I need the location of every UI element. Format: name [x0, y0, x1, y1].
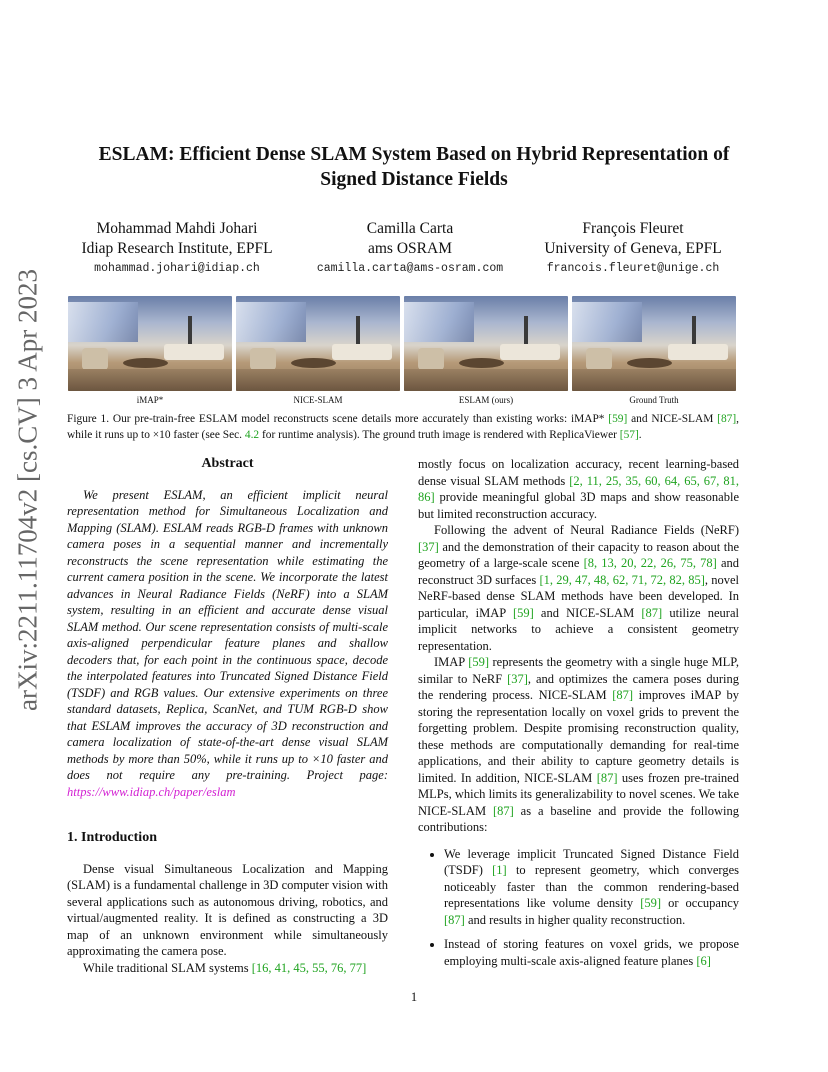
citation-link[interactable]: [87]	[492, 803, 514, 818]
citation-link[interactable]: [87]	[641, 605, 663, 620]
citation-link[interactable]: [6]	[696, 953, 711, 968]
citation-link[interactable]: [1]	[492, 863, 507, 877]
right-paragraph-2: Following the advent of Neural Radiance Fields (NeRF) [37] and the demonstration of their capacity to reason about the geometry of a large-scale scene [8, 13, 20, 22, 26, 75, 78] and reconstruct 3D surfaces [1, 29, 47, 48, 62, 71, 72, 82, 85], novel NeRF-based dense SLAM methods have been developed. In particular, iMAP [59] and NICE-SLAM [87] utilize neural implicit networks to achieve a consistent geometry representation.	[418, 523, 740, 653]
list-item: • We leverage implicit Truncated Signed Distance Field (TSDF) [1] to represent geometry, which converges noticeably faster than the common rendering-based representations like volume density [59] or occupancy [87] and results in higher quality reconstruction.	[444, 846, 739, 929]
citation-link[interactable]: [87]	[612, 688, 634, 702]
author-affiliation: University of Geneva, EPFL	[544, 240, 722, 257]
citation-link[interactable]: [57]	[619, 429, 639, 441]
citation-link[interactable]: [16, 41, 45, 55, 76, 77]	[251, 960, 367, 975]
abstract-text: We present ESLAM, an efficient implicit neural representation method for Simultaneous Localization and Mapping (SLAM). ESLAM reads RGB-D frames with unknown camera poses in a sequential manner and incrementally reconstructs the scene representation while estimating the current camera position in the scene. We incorporate the latest advances in Neural Radiance Fields (NeRF) into a SLAM system, resulting in an efficient and accurate dense visual SLAM method. Our scene representation consists of multi-scale axis-aligned perpendicular feature planes and shallow decoders that, for each point in the continuous space, decode the interpolated features into Truncated Signed Distance Field (TSDF) and RGB values. Our extensive experiments on three standard datasets, Replica, ScanNet, and TUM RGB-D show that ESLAM improves the accuracy of 3D reconstruction and camera localization of state-of-the-art dense visual SLAM methods by more than 50%, while it runs up to ×10 faster and does not require any pre-training. Project page: https://www.idiap.ch/paper/eslam	[67, 487, 388, 799]
citation-link[interactable]: [2, 11, 25, 35, 60, 64, 65, 67, 81, 86]	[418, 473, 739, 504]
citation-link[interactable]: [59]	[608, 413, 628, 425]
figure-label: NICE-SLAM	[293, 395, 343, 405]
figure-image-nice-slam	[236, 296, 400, 391]
citation-link[interactable]: [37]	[418, 539, 439, 554]
abstract-heading: Abstract	[201, 456, 254, 471]
figure-image-imap	[68, 296, 232, 391]
author-email: mohammad.johari@idiap.ch	[94, 262, 260, 275]
left-column	[67, 456, 388, 976]
figure-label: Ground Truth	[629, 395, 679, 405]
section-link[interactable]: 4.2	[244, 429, 260, 441]
figure-image-eslam	[404, 296, 568, 391]
arxiv-stamp: arXiv:2211.11704v2 [cs.CV] 3 Apr 2023	[12, 269, 43, 711]
author-2	[280, 219, 540, 259]
citation-link[interactable]: [1, 29, 47, 48, 62, 71, 72, 82, 85]	[539, 572, 705, 587]
right-column	[418, 456, 739, 977]
author-email: camilla.carta@ams-osram.com	[316, 262, 504, 275]
citation-link[interactable]: [87]	[596, 770, 618, 785]
intro-paragraph-2: While traditional SLAM systems [16, 41, 45, 55, 76, 77]	[83, 960, 367, 975]
author-affiliation: ams OSRAM	[368, 240, 452, 257]
citation-link[interactable]: [87]	[444, 912, 465, 927]
author-name: François Fleuret	[582, 220, 684, 237]
author-1	[47, 219, 307, 259]
page-number: 1	[410, 990, 418, 1004]
citation-link[interactable]: [8, 13, 20, 22, 26, 75, 78]	[583, 556, 717, 570]
citation-link[interactable]: [59]	[468, 655, 490, 669]
author-email: francois.fleuret@unige.ch	[546, 262, 720, 275]
author-name: Mohammad Mahdi Johari	[96, 220, 258, 237]
project-page-link[interactable]: https://www.idiap.ch/paper/eslam	[67, 784, 236, 799]
author-3	[503, 219, 763, 259]
figure-label: ESLAM (ours)	[458, 395, 514, 405]
citation-link[interactable]: [37]	[507, 671, 528, 686]
title-line-2: Signed Distance Fields	[320, 169, 508, 190]
list-item: • Instead of storing features on voxel grids, we propose employing multi-scale axis-aligned feature planes [6]	[444, 936, 739, 969]
author-name: Camilla Carta	[366, 220, 454, 237]
author-affiliation: Idiap Research Institute, EPFL	[81, 240, 273, 257]
citation-link[interactable]: [87]	[717, 413, 737, 425]
right-paragraph-1: mostly focus on localization accuracy, recent learning-based dense visual SLAM methods [2, 11, 25, 35, 60, 64, 65, 67, 81, 86] provide meaningful global 3D maps and show reasonable but limited reconstruction accuracy.	[418, 457, 739, 521]
title-line-1: ESLAM: Efficient Dense SLAM System Based on Hybrid Representation of	[98, 144, 730, 165]
figure-image-ground-truth	[572, 296, 736, 391]
paper-title	[60, 142, 768, 192]
figure-caption: Figure 1. Our pre-train-free ESLAM model reconstructs scene details more accurately than existing works: iMAP* [59] and NICE-SLAM [87], while it runs up to ×10 faster (see Sec. 4.2 for runtime analysis). The ground truth image is rendered with ReplicaViewer [57].	[67, 413, 739, 441]
citation-link[interactable]: [59]	[512, 605, 534, 620]
right-paragraph-3: IMAP [59] represents the geometry with a single huge MLP, similar to NeRF [37], and optimizes the camera poses during the rendering process. NICE-SLAM [87] improves iMAP by storing the representation locally on voxel grids to prevent the forgetting problem. Despite promising reconstruction quality, these methods are computationally demanding for real-time applications, and their ability to capture geometry details is limited. In addition, NICE-SLAM [87] uses frozen pre-trained MLPs, which limits its generalizability to novel scenes. We take NICE-SLAM [87] as a baseline and provide the following contributions:	[418, 655, 740, 834]
figure-label: iMAP*	[136, 395, 164, 405]
contributions-list	[418, 846, 739, 970]
intro-paragraph-1: Dense visual Simultaneous Localization and Mapping (SLAM) is a fundamental challenge in 3D computer vision with several applications such as autonomous driving, robotics, and virtual/augmented reality. It is defined as constructing a 3D map of an unknown environment while simultaneously approximating the camera pose.	[67, 861, 388, 958]
citation-link[interactable]: [59]	[640, 896, 662, 910]
introduction-heading: 1. Introduction	[67, 830, 157, 845]
